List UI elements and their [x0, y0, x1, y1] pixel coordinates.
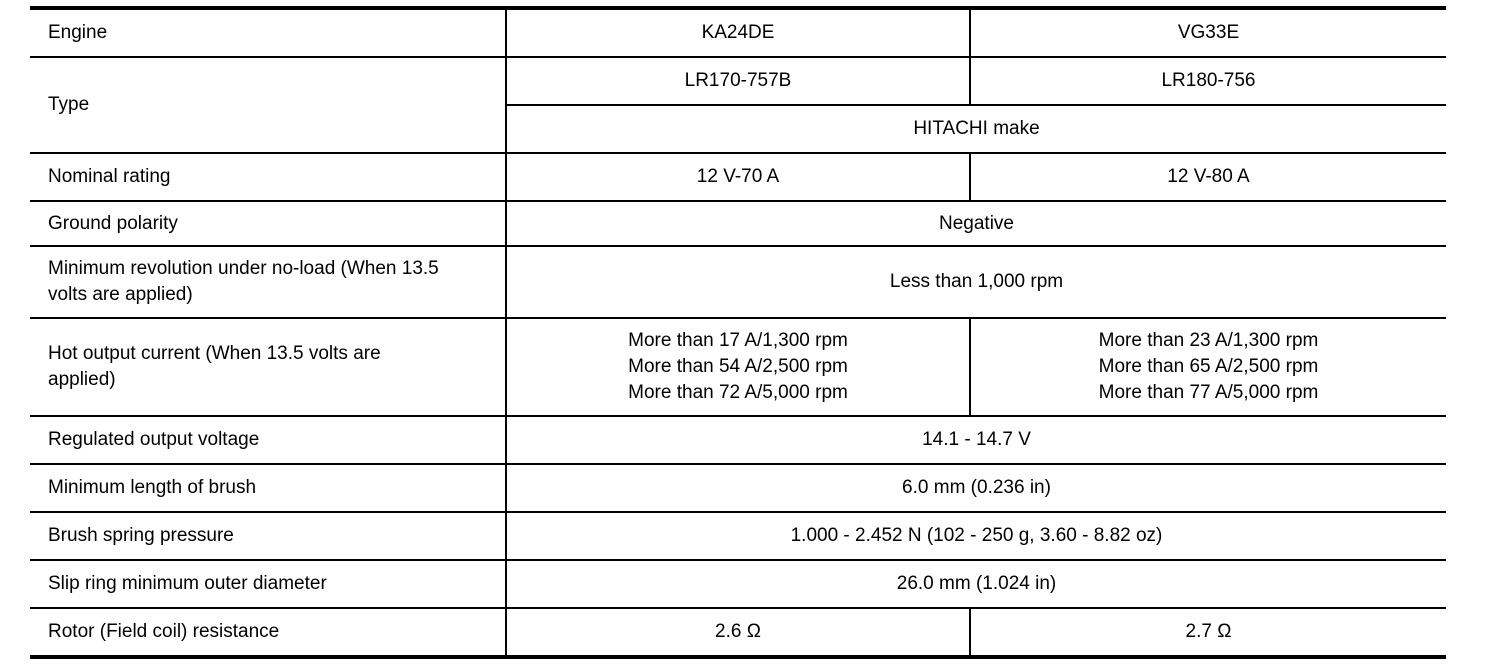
ground-polarity-label: Ground polarity — [30, 201, 506, 246]
row-regulated-voltage — [30, 416, 1446, 464]
min-revolution-label-line1: Minimum revolution under no-load (When 13.5 — [48, 258, 439, 279]
ground-polarity-value: Negative — [506, 201, 1446, 246]
row-nominal-rating — [30, 153, 1446, 201]
type-label: Type — [30, 57, 506, 153]
hot-output-vg33e-5000: More than 77 A/5,000 rpm — [1098, 382, 1319, 403]
type-make: HITACHI make — [506, 105, 1446, 153]
brush-length-label: Minimum length of brush — [30, 464, 506, 512]
hot-output-ka24de — [506, 318, 970, 416]
alternator-spec-table — [30, 6, 1446, 659]
regulated-voltage-label: Regulated output voltage — [30, 416, 506, 464]
hot-output-vg33e-1300: More than 23 A/1,300 rpm — [1098, 330, 1319, 351]
type-vg33e: LR180-756 — [970, 57, 1446, 105]
regulated-voltage-value: 14.1 - 14.7 V — [506, 416, 1446, 464]
row-rotor-resistance — [30, 608, 1446, 657]
rotor-resistance-vg33e: 2.7 Ω — [970, 608, 1446, 657]
min-revolution-value: Less than 1,000 rpm — [506, 246, 1446, 318]
row-type-model — [30, 57, 1446, 105]
rotor-resistance-ka24de: 2.6 Ω — [506, 608, 970, 657]
row-min-revolution — [30, 246, 1446, 318]
engine-label: Engine — [30, 8, 506, 57]
hot-output-label-line1: Hot output current (When 13.5 volts are — [48, 343, 381, 364]
slip-ring-label: Slip ring minimum outer diameter — [30, 560, 506, 608]
min-revolution-label — [30, 246, 506, 318]
engine-ka24de: KA24DE — [506, 8, 970, 57]
hot-output-ka24de-1300: More than 17 A/1,300 rpm — [628, 330, 848, 351]
brush-pressure-value: 1.000 - 2.452 N (102 - 250 g, 3.60 - 8.82 oz) — [506, 512, 1446, 560]
hot-output-vg33e — [970, 318, 1446, 416]
min-revolution-label-line2: volts are applied) — [48, 284, 193, 305]
hot-output-vg33e-2500: More than 65 A/2,500 rpm — [1098, 356, 1319, 377]
row-slip-ring — [30, 560, 1446, 608]
brush-length-value: 6.0 mm (0.236 in) — [506, 464, 1446, 512]
row-hot-output — [30, 318, 1446, 416]
hot-output-label-line2: applied) — [48, 369, 116, 390]
row-brush-length — [30, 464, 1446, 512]
hot-output-ka24de-2500: More than 54 A/2,500 rpm — [628, 356, 848, 377]
rotor-resistance-label: Rotor (Field coil) resistance — [30, 608, 506, 657]
hot-output-label — [30, 318, 506, 416]
type-ka24de: LR170-757B — [506, 57, 970, 105]
row-engine — [30, 8, 1446, 57]
engine-vg33e: VG33E — [970, 8, 1446, 57]
nominal-rating-vg33e: 12 V-80 A — [970, 153, 1446, 201]
hot-output-ka24de-5000: More than 72 A/5,000 rpm — [628, 382, 848, 403]
row-brush-pressure — [30, 512, 1446, 560]
slip-ring-value: 26.0 mm (1.024 in) — [506, 560, 1446, 608]
brush-pressure-label: Brush spring pressure — [30, 512, 506, 560]
row-ground-polarity — [30, 201, 1446, 246]
nominal-rating-label: Nominal rating — [30, 153, 506, 201]
nominal-rating-ka24de: 12 V-70 A — [506, 153, 970, 201]
